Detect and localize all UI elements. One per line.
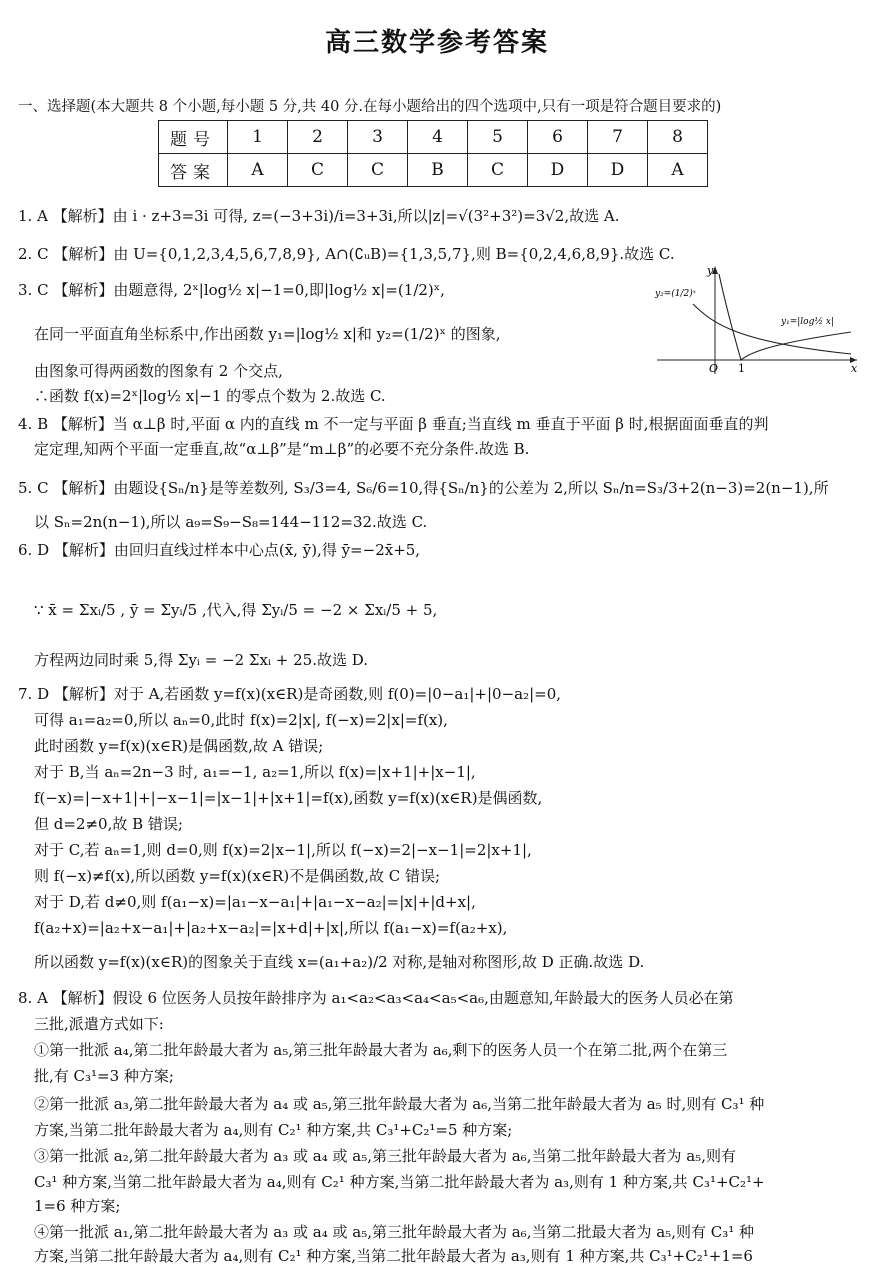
solution-line: f(a₂+x)=|a₂+x−a₁|+|a₂+x−a₂|=|x+d|+|x|,所以 f(a₁−x)=f(a₂+x),: [34, 919, 508, 937]
solution-line: 但 d=2≠0,故 B 错误;: [34, 815, 183, 833]
solution-line: 6. D 【解析】由回归直线过样本中心点(x̄, ȳ),得 ȳ=−2x̄+5,: [18, 541, 421, 559]
table-answer-label: 答案: [159, 154, 228, 187]
solution-line: ∴函数 f(x)=2ˣ|log½ x|−1 的零点个数为 2.故选 C.: [34, 387, 386, 405]
table-cell: C: [288, 154, 348, 187]
solution-line: 此时函数 y=f(x)(x∈R)是偶函数,故 A 错误;: [34, 737, 324, 755]
solution-line: ∵ x̄ = Σxᵢ/5 , ȳ = Σyᵢ/5 ,代入,得 Σyᵢ/5 = −2 × Σxᵢ/5 + 5,: [34, 601, 438, 619]
table-cell: D: [528, 154, 588, 187]
table-cell: 1: [228, 121, 288, 154]
solution-line: 4. B 【解析】当 α⊥β 时,平面 α 内的直线 m 不一定与平面 β 垂直;当直线 m 垂直于平面 β 时,根据面面垂直的判: [18, 415, 769, 433]
solution-line: 方案,当第二批年龄最大者为 a₄,则有 C₂¹ 种方案,当第二批年龄最大者为 a₃,则有 1 种方案,共 C₃¹+C₂¹+1=6: [34, 1247, 753, 1265]
solution-line: 对于 B,当 aₙ=2n−3 时, a₁=−1, a₂=1,所以 f(x)=|x+1|+|x−1|,: [34, 763, 476, 781]
solution-line: 可得 a₁=a₂=0,所以 aₙ=0,此时 f(x)=2|x|, f(−x)=2|x|=f(x),: [34, 711, 448, 729]
solution-line: C₃¹ 种方案,当第二批年龄最大者为 a₄,则有 C₂¹ 种方案,当第二批年龄最大者为 a₃,则有 1 种方案,共 C₃¹+C₂¹+: [34, 1173, 765, 1191]
table-header-label: 题号: [159, 121, 228, 154]
table-cell: B: [408, 154, 468, 187]
solution-line: 则 f(−x)≠f(x),所以函数 y=f(x)(x∈R)不是偶函数,故 C 错误;: [34, 867, 441, 885]
solution-line: 5. C 【解析】由题设{Sₙ/n}是等差数列, S₃/3=4, S₆/6=10,得{Sₙ/n}的公差为 2,所以 Sₙ/n=S₃/3+2(n−3)=2(n−1),所: [18, 479, 829, 497]
solution-line: ③第一批派 a₂,第二批年龄最大者为 a₃ 或 a₄ 或 a₅,第三批年龄最大者为 a₆,当第二批年龄最大者为 a₅,则有: [34, 1147, 736, 1165]
solution-line: 在同一平面直角坐标系中,作出函数 y₁=|log½ x|和 y₂=(1/2)ˣ 的图象,: [34, 325, 501, 343]
solution-line: 三批,派遣方式如下:: [34, 1015, 164, 1033]
solution-line: 方案,当第二批年龄最大者为 a₄,则有 C₂¹ 种方案,共 C₃¹+C₂¹=5 种方案;: [34, 1121, 513, 1139]
solution-line: ④第一批派 a₁,第二批年龄最大者为 a₃ 或 a₄ 或 a₅,第三批年龄最大者为 a₆,当第二批最大者为 a₅,则有 C₃¹ 种: [34, 1223, 754, 1241]
table-cell: 2: [288, 121, 348, 154]
solution-line: 1. A 【解析】由 i · z+3=3i 可得, z=(−3+3i)/i=3+3i,所以|z|=√(3²+3²)=3√2,故选 A.: [18, 207, 620, 225]
solution-line: 8. A 【解析】假设 6 位医务人员按年龄排序为 a₁<a₂<a₃<a₄<a₅<a₆,由题意知,年龄最大的医务人员必在第: [18, 989, 734, 1007]
solution-line: 以 Sₙ=2n(n−1),所以 a₉=S₉−S₈=144−112=32.故选 C.: [34, 513, 428, 531]
graph-y-label: y: [707, 264, 714, 277]
solution-line: 批,有 C₃¹=3 种方案;: [34, 1067, 174, 1085]
page-title: 高三数学参考答案: [324, 28, 549, 58]
solution-line: 定定理,知两个平面一定垂直,故“α⊥β”是“m⊥β”的必要不充分条件.故选 B.: [34, 440, 530, 458]
table-cell: 7: [588, 121, 648, 154]
solution-line: 3. C 【解析】由题意得, 2ˣ|log½ x|−1=0,即|log½ x|=(1/2)ˣ,: [18, 281, 445, 299]
table-row-numbers: [159, 121, 708, 154]
graph-x-label: x: [851, 362, 858, 375]
table-cell: 6: [528, 121, 588, 154]
table-cell: C: [348, 154, 408, 187]
solution-line: 1=6 种方案;: [34, 1197, 121, 1215]
table-cell: 4: [408, 121, 468, 154]
solution-line: 2. C 【解析】由 U={0,1,2,3,4,5,6,7,8,9}, A∩(∁ᵤB)={1,3,5,7},则 B={0,2,4,6,8,9}.故选 C.: [18, 245, 675, 263]
solution-line: 方程两边同时乘 5,得 Σyᵢ = −2 Σxᵢ + 25.故选 D.: [34, 651, 369, 669]
graph-curve2-label: y₂=(1/2)ˣ: [655, 289, 696, 299]
answer-table: [158, 120, 708, 187]
table-cell: 3: [348, 121, 408, 154]
table-cell: A: [648, 154, 708, 187]
function-graph: [653, 262, 863, 377]
solution-line: 7. D 【解析】对于 A,若函数 y=f(x)(x∈R)是奇函数,则 f(0)=|0−a₁|+|0−a₂|=0,: [18, 685, 562, 703]
solution-line: f(−x)=|−x+1|+|−x−1|=|x−1|+|x+1|=f(x),函数 y=f(x)(x∈R)是偶函数,: [34, 789, 543, 807]
table-cell: C: [468, 154, 528, 187]
graph-curve1-label: y₁=|log½ x|: [781, 317, 835, 327]
table-cell: 8: [648, 121, 708, 154]
solution-line: 对于 D,若 d≠0,则 f(a₁−x)=|a₁−x−a₁|+|a₁−x−a₂|=|x|+|d+x|,: [34, 893, 476, 911]
solution-line: 所以函数 y=f(x)(x∈R)的图象关于直线 x=(a₁+a₂)/2 对称,是轴对称图形,故 D 正确.故选 D.: [34, 953, 645, 971]
solution-line: 对于 C,若 aₙ=1,则 d=0,则 f(x)=2|x−1|,所以 f(−x)=2|−x−1|=2|x+1|,: [34, 841, 532, 859]
table-cell: D: [588, 154, 648, 187]
section-heading: 一、选择题(本大题共 8 个小题,每小题 5 分,共 40 分.在每小题给出的四个选项中,只有一项是符合题目要求的): [18, 99, 722, 115]
solution-line: ②第一批派 a₃,第二批年龄最大者为 a₄ 或 a₅,第三批年龄最大者为 a₆,当第二批年龄最大者为 a₅ 时,则有 C₃¹ 种: [34, 1095, 765, 1113]
graph-tick-one: 1: [738, 362, 745, 375]
solution-line: 由图象可得两函数的图象有 2 个交点,: [34, 362, 283, 380]
table-cell: A: [228, 154, 288, 187]
solution-line: ①第一批派 a₄,第二批年龄最大者为 a₅,第三批年龄最大者为 a₆,剩下的医务人员一个在第二批,两个在第三: [34, 1041, 728, 1059]
table-cell: 5: [468, 121, 528, 154]
graph-origin: O: [709, 362, 719, 375]
table-row-answers: [159, 154, 708, 187]
